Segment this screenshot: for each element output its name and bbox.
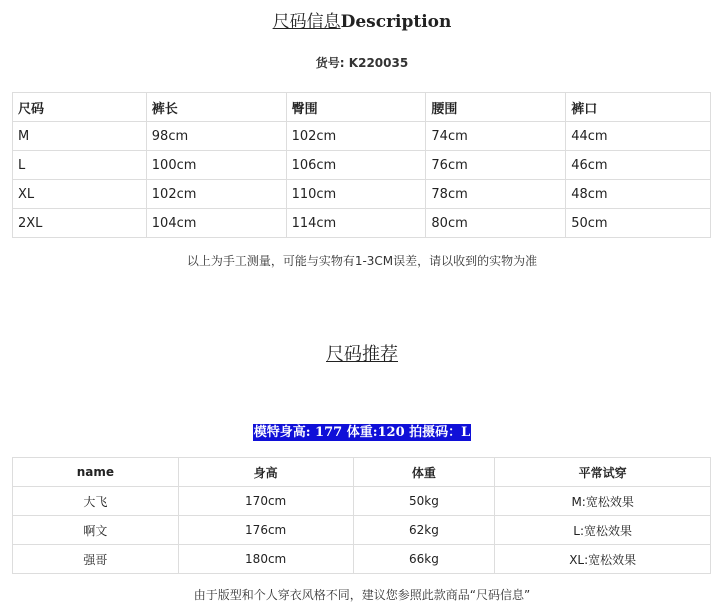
- size-cell: 76cm: [426, 151, 566, 180]
- sku-line: [0, 54, 724, 71]
- size-cell: 44cm: [566, 122, 711, 151]
- recommendation-title: [0, 340, 724, 366]
- size-cell: 80cm: [426, 209, 566, 238]
- recommendation-header-cell: 平常试穿: [495, 458, 711, 487]
- table-row: [13, 487, 711, 516]
- size-cell: M: [13, 122, 147, 151]
- recommendation-cell: 啊文: [13, 516, 179, 545]
- size-table-header-row: [13, 93, 711, 122]
- size-cell: XL: [13, 180, 147, 209]
- size-cell: 46cm: [566, 151, 711, 180]
- recommendation-header-cell: 身高: [178, 458, 353, 487]
- size-cell: 98cm: [146, 122, 286, 151]
- table-row: [13, 545, 711, 574]
- size-cell: 104cm: [146, 209, 286, 238]
- size-table: [12, 92, 711, 238]
- sku-value: K220035: [348, 56, 409, 70]
- recommendation-cell: 180cm: [178, 545, 353, 574]
- size-info-title-zh: 尺码信息: [272, 12, 341, 32]
- measurement-note: 以上为手工测量，可能与实物有1-3CM误差，请以收到的实物为准: [186, 254, 538, 268]
- size-cell: 102cm: [146, 180, 286, 209]
- recommendation-cell: XL:宽松效果: [495, 545, 711, 574]
- size-header-cell: 腰围: [426, 93, 566, 122]
- recommendation-cell: 62kg: [353, 516, 495, 545]
- recommendation-header-cell: 体重: [353, 458, 495, 487]
- size-info-title-en: Description: [340, 12, 452, 32]
- recommendation-table: [12, 457, 711, 574]
- size-header-cell: 尺码: [13, 93, 147, 122]
- recommendation-header-cell: name: [13, 458, 179, 487]
- size-cell: L: [13, 151, 147, 180]
- recommendation-note: 由于版型和个人穿衣风格不同，建议您参照此款商品“尺码信息”: [193, 588, 531, 602]
- recommendation-cell: 大飞: [13, 487, 179, 516]
- table-row: [13, 209, 711, 238]
- size-cell: 106cm: [286, 151, 426, 180]
- table-row: [13, 180, 711, 209]
- size-header-cell: 裤口: [566, 93, 711, 122]
- size-cell: 114cm: [286, 209, 426, 238]
- recommendation-cell: 170cm: [178, 487, 353, 516]
- size-cell: 102cm: [286, 122, 426, 151]
- recommendation-title-text: 尺码推荐: [326, 344, 398, 365]
- recommendation-cell: 50kg: [353, 487, 495, 516]
- size-info-title: [0, 10, 724, 34]
- size-cell: 48cm: [566, 180, 711, 209]
- recommendation-cell: M:宽松效果: [495, 487, 711, 516]
- size-header-cell: 臀围: [286, 93, 426, 122]
- recommendation-cell: 强哥: [13, 545, 179, 574]
- recommendation-header-row: [13, 458, 711, 487]
- recommendation-cell: L:宽松效果: [495, 516, 711, 545]
- size-cell: 100cm: [146, 151, 286, 180]
- size-header-cell: 裤长: [146, 93, 286, 122]
- model-info: [0, 421, 724, 440]
- recommendation-cell: 66kg: [353, 545, 495, 574]
- table-row: [13, 122, 711, 151]
- size-cell: 2XL: [13, 209, 147, 238]
- size-cell: 50cm: [566, 209, 711, 238]
- model-info-text: 模特身高: 177 体重:120 拍摄码：L: [253, 425, 471, 440]
- table-row: [13, 151, 711, 180]
- sku-label: 货号:: [315, 56, 345, 70]
- size-cell: 78cm: [426, 180, 566, 209]
- recommendation-cell: 176cm: [178, 516, 353, 545]
- size-cell: 110cm: [286, 180, 426, 209]
- table-row: [13, 516, 711, 545]
- size-cell: 74cm: [426, 122, 566, 151]
